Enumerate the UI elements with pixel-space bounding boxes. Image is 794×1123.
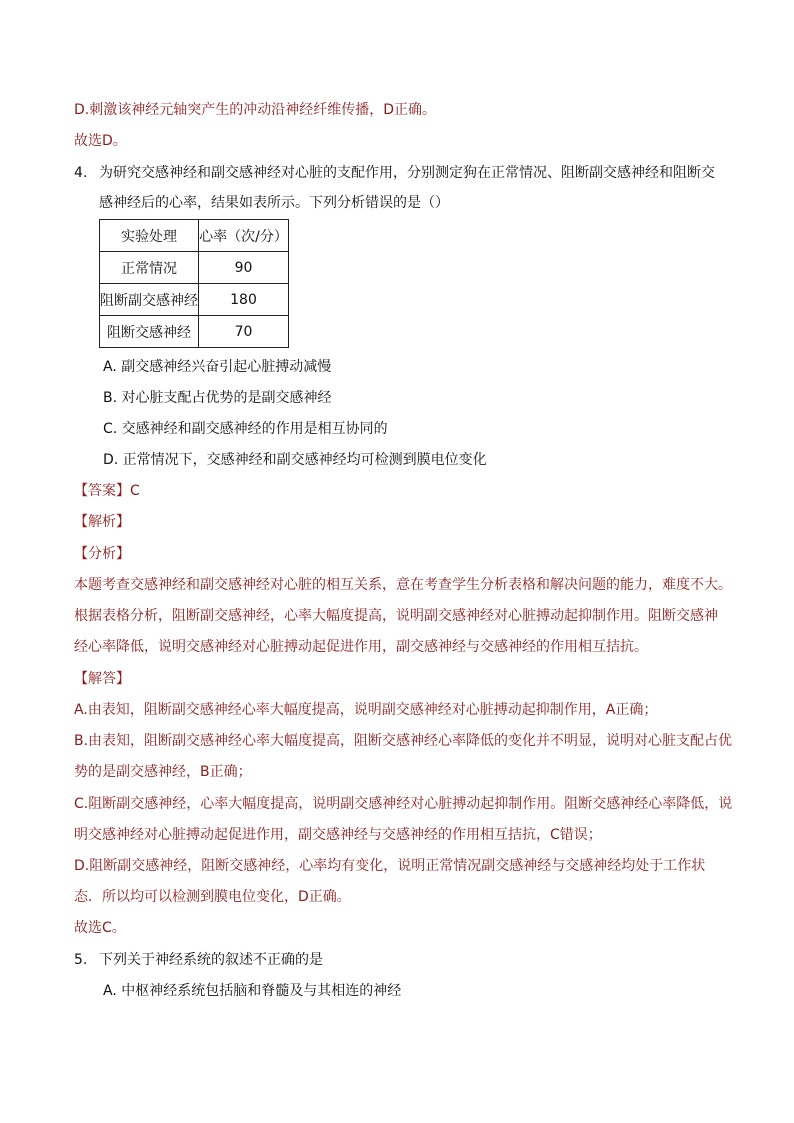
table-row xyxy=(100,284,289,316)
heart-rate-table xyxy=(99,219,289,348)
jiexi-label: 【解析】 xyxy=(74,514,130,530)
question-4-option-c: C. 交感神经和副交感神经的作用是相互协同的 xyxy=(103,421,388,437)
table-header-cell: 实验处理 xyxy=(100,220,199,252)
question-4-option-a: A. 副交感神经兴奋引起心脏搏动减慢 xyxy=(103,359,332,375)
table-cell: 阻断副交感神经 xyxy=(100,284,199,316)
fenxi-line: 根据表格分析，阻断副交感神经，心率大幅度提高，说明副交感神经对心脏搏动起抑制作用。阻断交感神 xyxy=(74,608,718,624)
question-5-number: 5. xyxy=(74,952,88,968)
table-cell: 70 xyxy=(199,316,289,348)
table-row xyxy=(100,316,289,348)
fenxi-line: 本题考查交感神经和副交感神经对心脏的相互关系，意在考查学生分析表格和解决问题的能力，难度不大。 xyxy=(74,577,732,593)
jieda-line: 明交感神经对心脏搏动起促进作用，副交感神经与交感神经的作用相互拮抗，C错误； xyxy=(74,827,602,843)
table-row xyxy=(100,252,289,284)
jieda-label: 【解答】 xyxy=(74,671,130,687)
prev-answer-line-d: D.刺激该神经元轴突产生的冲动沿神经纤维传播，D正确。 xyxy=(74,102,437,118)
table-cell: 阻断交感神经 xyxy=(100,316,199,348)
question-4-number: 4. xyxy=(74,165,88,181)
answer-label: 【答案】C xyxy=(74,483,140,499)
jieda-line: C.阻断副交感神经，心率大幅度提高，说明副交感神经对心脏搏动起抑制作用。阻断交感神经心率降低，说 xyxy=(74,796,733,812)
table-cell: 90 xyxy=(199,252,289,284)
fenxi-label: 【分析】 xyxy=(74,546,130,562)
question-5-option-a: A. 中枢神经系统包括脑和脊髓及与其相连的神经 xyxy=(103,983,402,999)
table-header-row xyxy=(100,220,289,252)
fenxi-line: 经心率降低，说明交感神经对心脏搏动起促进作用，副交感神经与交感神经的作用相互拮抗。 xyxy=(74,639,648,655)
jieda-line: D.阻断副交感神经，阻断交感神经，心率均有变化，说明正常情况副交感神经与交感神经均处于工作状 xyxy=(74,858,706,874)
question-4-stem-line-1: 为研究交感神经和副交感神经对心脏的支配作用，分别测定狗在正常情况、阻断副交感神经和阻断交 xyxy=(99,165,715,181)
question-4-option-b: B. 对心脏支配占优势的是副交感神经 xyxy=(103,390,332,406)
jieda-line: 势的是副交感神经，B正确； xyxy=(74,764,252,780)
prev-choice: 故选D。 xyxy=(74,133,127,149)
question-5-stem: 下列关于神经系统的叙述不正确的是 xyxy=(99,952,323,968)
table-cell: 正常情况 xyxy=(100,252,199,284)
table-cell: 180 xyxy=(199,284,289,316)
question-4-option-d: D. 正常情况下，交感神经和副交感神经均可检测到膜电位变化 xyxy=(103,452,487,468)
question-4-stem-line-2: 感神经后的心率，结果如表所示。下列分析错误的是（） xyxy=(99,195,449,211)
jieda-line: 态．所以均可以检测到膜电位变化，D正确。 xyxy=(74,889,351,905)
jieda-line: A.由表知，阻断副交感神经心率大幅度提高，说明副交感神经对心脏搏动起抑制作用，A正确； xyxy=(74,702,658,718)
jieda-line: B.由表知，阻断副交感神经心率大幅度提高，阻断交感神经心率降低的变化并不明显，说明对心脏支配占优 xyxy=(74,733,733,749)
question-4-choice: 故选C。 xyxy=(74,920,126,936)
table-header-cell: 心率（次/分） xyxy=(199,220,289,252)
